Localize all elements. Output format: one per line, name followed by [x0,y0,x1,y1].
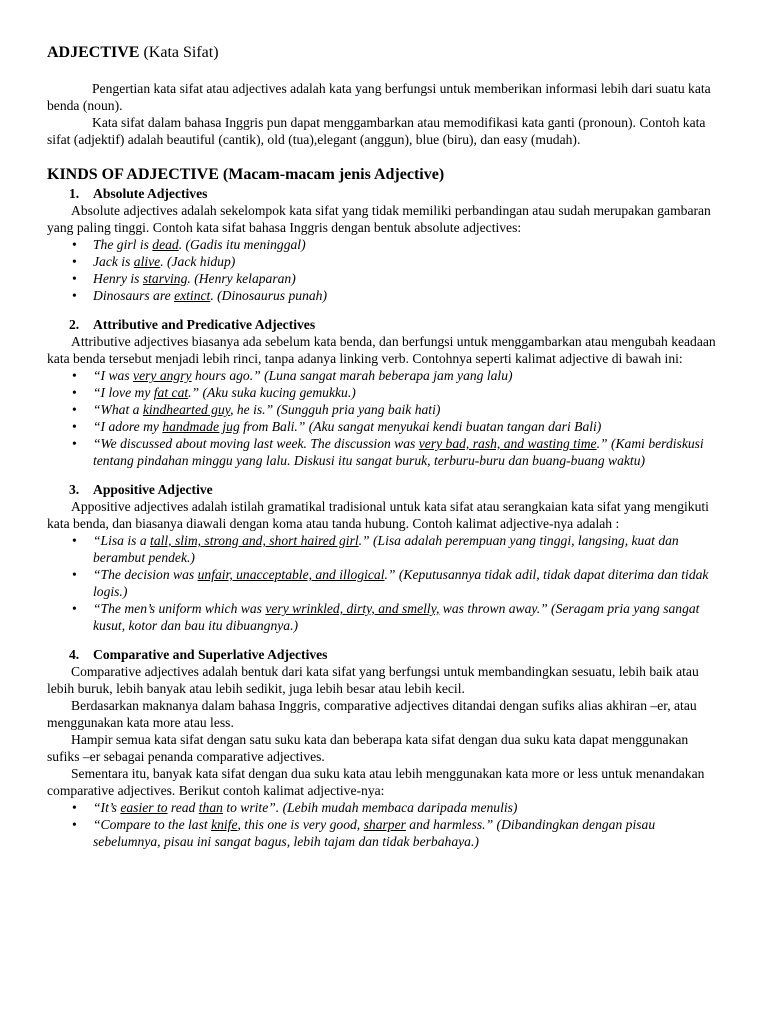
underlined-adjective: alive [133,254,161,269]
section-paragraph: Hampir semua kata sifat dengan satu suku kata dan beberapa kata sifat dengan dua suku kata dapat menggunakan sufiks –er sebagai penanda comparative adjectives. [47,732,689,764]
title-sub: (Kata Sifat) [143,44,219,61]
underlined-adjective: unfair, unacceptable, and illogical [197,567,385,582]
underlined-adjective: knife [211,817,238,832]
section-heading [47,646,724,663]
section-paragraph: Berdasarkan maknanya dalam bahasa Inggris, comparative adjectives ditandai dengan sufiks alias akhiran –er, atau menggunakan kata more atau less. [47,698,697,730]
section-number: 3. [69,482,80,497]
example-item: • “I love my fat cat.” (Aku suka kucing gemukku.) [47,384,724,401]
section-heading [47,316,724,333]
example-item: • Jack is alive. (Jack hidup) [47,253,724,270]
spacer [47,63,724,80]
underlined-adjective: very angry [133,368,192,383]
example-item: • “What a kindhearted guy, he is.” (Sungguh pria yang baik hati) [47,401,724,418]
document-title [47,43,724,63]
underlined-adjective: handmade jug [162,419,240,434]
spacer [47,148,724,165]
intro-paragraph-1: Pengertian kata sifat atau adjectives adalah kata yang berfungsi untuk memberikan informasi lebih dari suatu kata benda (noun). [47,81,711,113]
section-number: 1. [69,186,80,201]
underlined-adjective: sharper [363,817,406,832]
underlined-adjective: tall, slim, strong and, short haired girl [150,533,359,548]
example-item: • Dinosaurs are extinct. (Dinosaurus punah) [47,287,724,304]
section-number: 2. [69,317,80,332]
section-paragraph: Absolute adjectives adalah sekelompok kata sifat yang tidak memiliki perbandingan atau sudah merupakan gambaran yang paling tinggi. Contoh kata sifat bahasa Inggris dengan bentuk absolute adjectives: [47,203,711,235]
kinds-heading-sub: (Macam-macam jenis Adjective) [222,166,445,183]
underlined-adjective: fat cat [153,385,189,400]
underlined-adjective: easier to [120,800,168,815]
sections-container [47,185,724,850]
example-item: • “Compare to the last knife, this one is very good, sharper and harmless.” (Dibandingkan dengan pisau sebelumnya, pisau ini sangat bagus, lebih tajam dan tidak berbahaya.) [47,816,724,850]
section-number: 4. [69,647,80,662]
example-item: • “The men’s uniform which was very wrinkled, dirty, and smelly, was thrown away.” (Seragam pria yang sangat kusut, kotor dan bau itu dibuangnya.) [47,600,724,634]
section-heading [47,185,724,202]
underlined-adjective: extinct [174,288,211,303]
example-item: • Henry is starving. (Henry kelaparan) [47,270,724,287]
example-item: • “I adore my handmade jug from Bali.” (Aku sangat menyukai kendi buatan tangan dari Bali) [47,418,724,435]
example-item: • “The decision was unfair, unacceptable, and illogical.” (Keputusannya tidak adil, tidak dapat diterima dan tidak logis.) [47,566,724,600]
section-paragraph: Comparative adjectives adalah bentuk dari kata sifat yang berfungsi untuk membandingkan sesuatu, lebih baik atau lebih buruk, lebih banyak atau lebih sedikit, juga lebih besar atau lebih kecil. [47,664,699,696]
kinds-heading-main: KINDS OF ADJECTIVE [47,166,219,183]
example-list [47,799,724,850]
title-main: ADJECTIVE [47,44,140,61]
example-item: • “We discussed about moving last week. The discussion was very bad, rash, and wasting time.” (Kami berdiskusi tentang pindahan minggu yang lalu. Diskusi itu sangat buruk, terburu-buru dan buang-buang waktu) [47,435,724,469]
example-list [47,367,724,469]
example-item: • “It’s easier to read than to write”. (Lebih mudah membaca daripada menulis) [47,799,724,816]
underlined-adjective: kindhearted guy [142,402,231,417]
underlined-adjective: dead [152,237,179,252]
section-paragraph: Appositive adjectives adalah istilah gramatikal tradisional untuk kata sifat atau serangkaian kata sifat yang mengikuti kata benda, dan biasanya diawali dengan koma atau tanda hubung. Contoh kalimat adjective-nya adalah : [47,499,709,531]
section-title: Appositive Adjective [93,482,213,497]
section-title: Attributive and Predicative Adjectives [93,317,316,332]
spacer [47,634,724,646]
underlined-adjective: than [198,800,223,815]
underlined-adjective: very bad, rash, and wasting time [418,436,597,451]
underlined-adjective: starving [142,271,188,286]
section-paragraph: Attributive adjectives biasanya ada sebelum kata benda, dan berfungsi untuk menggambarkan atau mengubah keadaan kata benda tersebut menjadi lebih rinci, tanpa adanya linking verb. Contohnya seperti kalimat adjective di bawah ini: [47,334,716,366]
intro-paragraph-2: Kata sifat dalam bahasa Inggris pun dapat menggambarkan atau memodifikasi kata ganti (pronoun). Contoh kata sifat (adjektif) adalah beautiful (cantik), old (tua),elegant (anggun), blue (biru), dan easy (mudah). [47,115,706,147]
section-title: Comparative and Superlative Adjectives [93,647,328,662]
example-item: • “I was very angry hours ago.” (Luna sangat marah beberapa jam yang lalu) [47,367,724,384]
spacer [47,304,724,316]
section-paragraph: Sementara itu, banyak kata sifat dengan dua suku kata atau lebih menggunakan kata more or less untuk menandakan comparative adjectives. Berikut contoh kalimat adjective-nya: [47,766,705,798]
example-item: • The girl is dead. (Gadis itu meninggal) [47,236,724,253]
example-list [47,236,724,304]
section-title: Absolute Adjectives [93,186,208,201]
example-item: • “Lisa is a tall, slim, strong and, short haired girl.” (Lisa adalah perempuan yang tinggi, langsing, kuat dan berambut pendek.) [47,532,724,566]
example-list [47,532,724,634]
underlined-adjective: very wrinkled, dirty, and smelly, [265,601,440,616]
kinds-heading [47,165,724,185]
section-heading [47,481,724,498]
spacer [47,469,724,481]
